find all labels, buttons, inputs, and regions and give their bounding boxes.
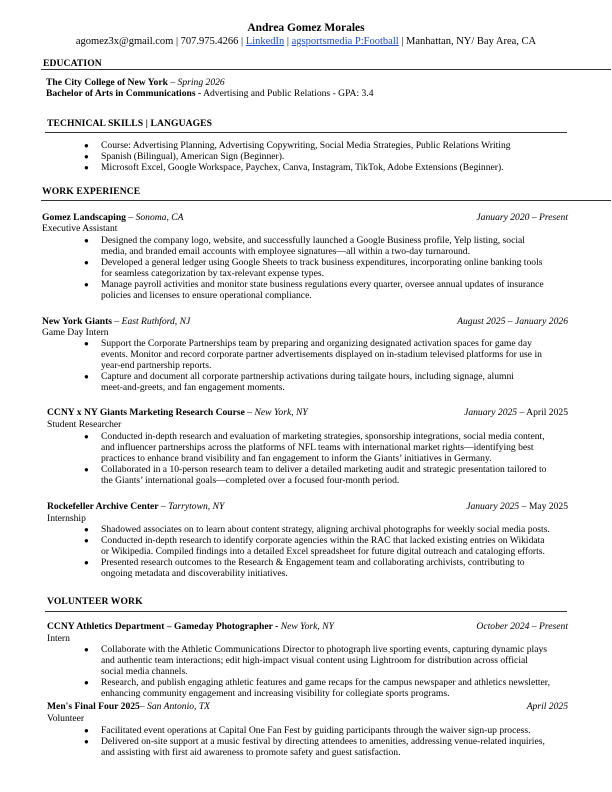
job-role: Internship xyxy=(47,513,86,524)
list-item: ● Presented research outcomes to the Research & Engagement team and collaborating archivists, contributing to ongoing metadata and discoverability initiatives. xyxy=(84,557,525,579)
volunteer-role: Volunteer xyxy=(47,713,85,724)
job-title-line: Gomez Landscaping – Sonoma, CA xyxy=(42,212,184,223)
volunteer-heading: VOLUNTEER WORK xyxy=(47,596,143,607)
skills-rule xyxy=(45,132,567,133)
school-term: – Spring 2026 xyxy=(170,77,225,88)
education-rule xyxy=(41,69,611,70)
list-item: ● Capture and document all corporate partnership activations during tailgate hours, including signage, alumni meet-and-greets, and fan engagement moments. xyxy=(84,371,514,393)
job-bullets xyxy=(84,338,542,393)
list-item: ● Support the Corporate Partnerships team by preparing and organizing designated activation spaces for game day events. Monitor and record corporate partner advertisements displayed on in-stadium televised platforms for use in year-end partnership reports. xyxy=(84,338,542,371)
list-item: ● Facilitated event operations at Capital One Fan Fest by guiding participants through the waiver sign-up process. xyxy=(84,725,531,736)
volunteer-title-line: CCNY Athletics Department – Gameday Photographer - New York, NY xyxy=(47,621,334,632)
job-role: Student Researcher xyxy=(47,419,122,430)
list-item: ● Conducted in-depth research and evaluation of marketing strategies, sponsorship integrations, social media content, and influencer partnerships across the platforms of NFL teams with international market rights—identifying best practices to enhance brand visibility and fan engagement to inform the Giants’ initiatives in Germany. xyxy=(84,431,545,464)
job-title-line: Rockefeller Archive Center – Tarrytown, NY xyxy=(47,501,225,512)
list-item: ● Course: Advertising Planning, Advertising Copywriting, Social Media Strategies, Public Relations Writing xyxy=(84,140,511,151)
volunteer-bullets xyxy=(84,644,551,699)
volunteer-bullets xyxy=(84,725,545,758)
skills-heading: TECHNICAL SKILLS | LANGUAGES xyxy=(47,118,213,129)
work-heading: WORK EXPERIENCE xyxy=(42,186,141,197)
job-bullets xyxy=(84,524,550,579)
work-rule xyxy=(41,200,611,201)
job-dates: January 2025 – May 2025 xyxy=(466,501,568,512)
job-role: Game Day Intern xyxy=(42,327,109,338)
job-bullets xyxy=(84,431,547,486)
list-item: ● Collaborated in a 10-person research team to deliver a detailed marketing audit and strategic presentation tailored to the Giants’ international goals—completed over a focused four-month period. xyxy=(84,464,547,486)
job-title-line: New York Giants – East Ruthford, NJ xyxy=(42,316,191,327)
volunteer-dates: April 2025 xyxy=(526,701,568,712)
list-item: ● Collaborate with the Athletic Communications Director to photograph live sporting events, capturing dynamic plays and authentic team interactions; edit high-impact visual content using Lightroom for distribution across official social media channels. xyxy=(84,644,548,677)
list-item: ● Spanish (Bilingual), American Sign (Beginner). xyxy=(84,151,285,162)
list-item: ● Developed a general ledger using Google Sheets to track business expenditures, incorporating online banking tools for seamless categorization by tax-relevant expense types. xyxy=(84,257,543,279)
list-item: ● Delivered on-site support at a music festival by directing attendees to amenities, addressing venue-related inquiries, and assisting with first aid awareness to promote safety and guest satisfaction. xyxy=(84,736,545,758)
linkedin-link[interactable]: LinkedIn xyxy=(245,36,285,47)
education-heading: EDUCATION xyxy=(43,58,102,69)
volunteer-title-line: Men's Final Four 2025– San Antonio, TX xyxy=(47,701,211,712)
degree-detail: Advertising and Public Relations - GPA: 3.4 xyxy=(203,88,374,99)
contact-line: agomez3x@gmail.com | 707.975.4266 | LinkedIn | agsportsmedia P:Football | Manhattan, NY/ Bay Area, CA xyxy=(75,36,537,47)
list-item: ● Designed the company logo, website, and successfully launched a Google Business profile, Yelp listing, social media, and branded email accounts with employee signatures—all within a two-day turnaround. xyxy=(84,235,525,257)
job-role: Executive Assistant xyxy=(42,223,118,234)
job-title-line: CCNY x NY Giants Marketing Research Course – New York, NY xyxy=(47,407,308,418)
email: agomez3x@gmail.com xyxy=(75,36,174,47)
list-item: ● Conducted in-depth research to identify corporate agencies within the RAC that lacked existing entries on Wikidata or Wikipedia. Compiled findings into a detailed Excel spreadsheet for future digital outreach and cataloging efforts. xyxy=(84,535,545,557)
job-dates: January 2020 – Present xyxy=(476,212,568,223)
location: Manhattan, NY/ Bay Area, CA xyxy=(406,36,537,47)
volunteer-rule xyxy=(45,611,567,612)
job-dates: August 2025 – January 2026 xyxy=(457,316,568,327)
volunteer-dates: October 2024 – Present xyxy=(476,621,568,632)
job-dates: January 2025 – April 2025 xyxy=(464,407,568,418)
education-school-line xyxy=(46,77,225,88)
education-degree-line xyxy=(46,88,374,99)
list-item: ● Manage payroll activities and monitor state business regulations every quarter, oversee annual updates of insurance policies and licenses to ensure operational compliance. xyxy=(84,279,544,301)
volunteer-role: Intern xyxy=(47,633,70,644)
skills-list xyxy=(84,140,511,173)
portfolio-link[interactable]: agsportsmedia P:Football xyxy=(291,36,399,47)
job-bullets xyxy=(84,235,544,301)
degree: Bachelor of Arts in Communications - xyxy=(46,88,202,99)
phone: 707.975.4266 xyxy=(180,36,239,47)
school-name: The City College of New York xyxy=(46,77,168,88)
candidate-name: Andrea Gomez Morales xyxy=(247,22,365,34)
list-item: ● Research, and publish engaging athletic features and game recaps for the campus newspaper and athletics newsletter, enhancing community engagement and increasing visibility for collegiate sports programs. xyxy=(84,677,551,699)
list-item: ● Microsoft Excel, Google Workspace, Paychex, Canva, Instagram, TikTok, Adobe Extensions (Beginner). xyxy=(84,162,504,173)
list-item: ● Shadowed associates on to learn about content strategy, aligning archival photographs for weekly social media posts. xyxy=(84,524,550,535)
